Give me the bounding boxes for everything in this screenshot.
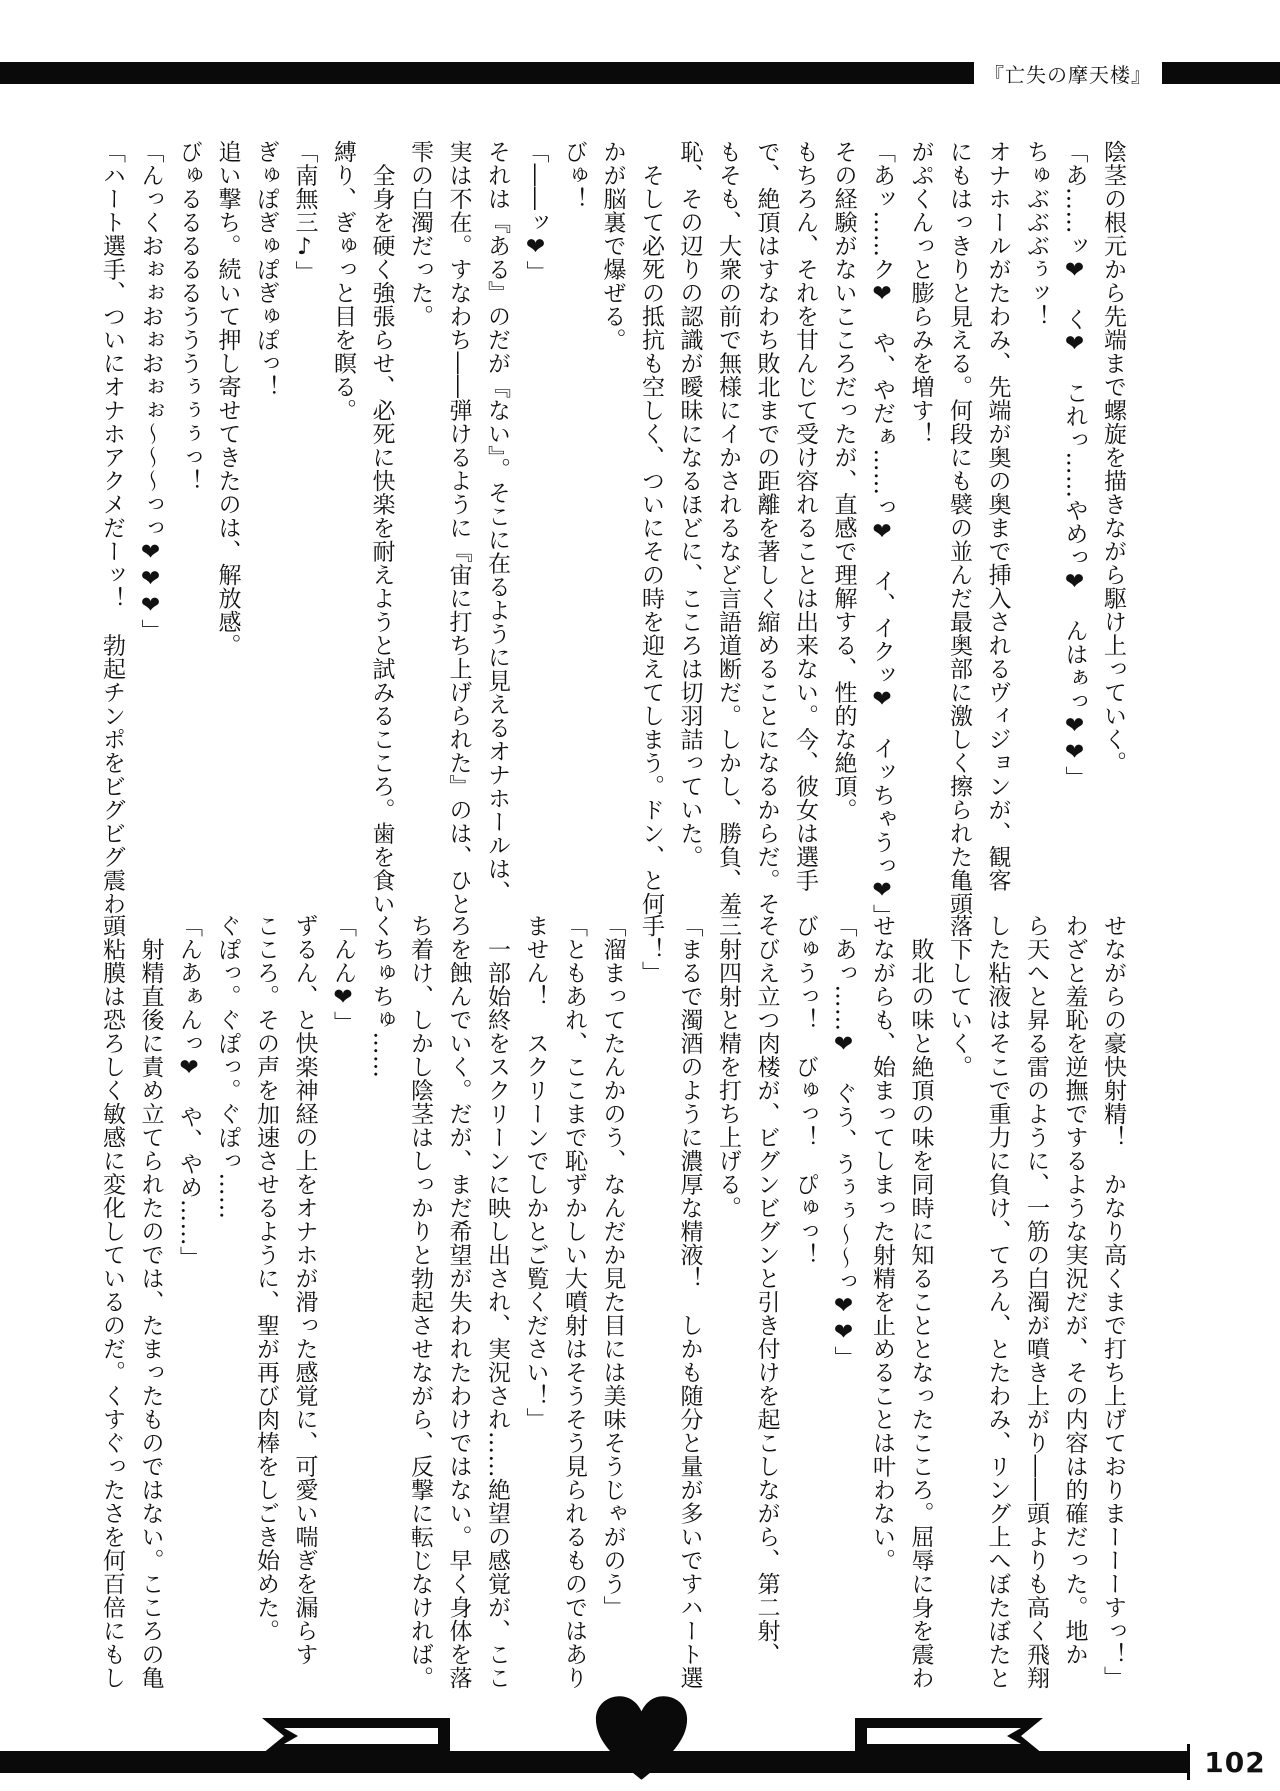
text-line: 陰茎の根元から先端まで螺旋を描きながら駆け上っていく。	[1100, 140, 1126, 775]
text-line: もちろん、それを甘んじて受け容れることは出来ない。今、彼女は選手	[792, 140, 818, 892]
text-block-bottom	[99, 914, 1132, 1690]
text-line: わざと羞恥を逆撫でするような実況だが、その内容は的確だった。地か	[1061, 914, 1088, 1666]
text-line: ら天へと昇る雷のように、一筋の白濁が噴き上がり――頭よりも高く飛翔	[1023, 914, 1049, 1690]
text-line: びゅるるるるるうううぅぅぅっ！	[176, 140, 202, 493]
text-line: 「南無三♪」	[291, 140, 318, 284]
text-line: もそも、大衆の前で無様にイかされるなど言語道断だ。しかし、勝負、羞	[715, 140, 741, 916]
heart-icon	[594, 1694, 689, 1782]
text-line: 追い撃ち。続いて押し寄せてきたのは、解放感。	[214, 140, 241, 657]
text-line: 「――ッ❤」	[522, 140, 549, 284]
text-line: ません！ スクリーンでしかとご覧ください！」	[522, 914, 549, 1431]
text-line: 雫の白濁だった。	[407, 140, 433, 328]
text-line: 「あっ……❤ ぐう、うぅぅ～～っ❤❤」	[830, 914, 857, 1370]
text-line: せながらも、始まってしまった射精を止めることは叶わない。	[869, 914, 895, 1572]
header-title: 『亡失の摩天楼』	[974, 56, 1162, 90]
text-line: がぷくんっと膨らみを増す！	[907, 140, 934, 446]
text-line: 「ハート選手、ついにオナホアクメだーッ！ 勃起チンポをビグビグ震わ	[99, 140, 125, 916]
text-line: 「溜まってたんかのう、なんだか見た目には美味そうじゃがのう」	[599, 914, 626, 1619]
text-line: 「んあぁんっ❤ や、やめ……」	[176, 914, 202, 1270]
text-line: 「あッ……ク❤ や、やだぁ……っ❤ イ、イクッ❤ イッちゃうっ❤」	[869, 140, 895, 928]
text-line: ぐぽっ。ぐぽっ。ぐぽっ……	[214, 914, 241, 1220]
ribbon-right-icon	[855, 1714, 1043, 1776]
text-line: 「あ……ッ❤ く❤ これっ……やめっ❤ んはぁっ❤❤」	[1061, 140, 1088, 790]
page-number: 102	[1187, 1744, 1280, 1780]
text-line: ち着け、しかし陰茎はしっかりと勃起させながら、反撃に転じなければ。	[407, 914, 433, 1690]
ribbon-left-icon	[262, 1714, 450, 1776]
text-line: 「まるで濁酒のように濃厚な精液！ しかも随分と量が多いですハート選	[676, 914, 703, 1690]
text-line: 「んっくおぉぉおぉおぉぉ～～～っっ❤❤❤」	[137, 140, 164, 643]
text-line: オナホールがたわみ、先端が奥の奥まで挿入されるヴィジョンが、観客	[984, 140, 1011, 892]
text-line: 敗北の味と絶頂の味を同時に知ることとなったこころ。屈辱に身を震わ	[907, 914, 934, 1690]
text-line: ろを蝕んでいく。だが、まだ希望が失われたわけではない。早く身体を落	[445, 914, 472, 1690]
text-line: それは『ある』のだが『ない』。そこに在るように見えるオナホールは、	[484, 140, 510, 904]
text-line: びゅ！	[561, 140, 587, 211]
text-line: ずるん、と快楽神経の上をオナホが滑った感覚に、可愛い喘ぎを漏らす	[291, 914, 318, 1666]
text-line: 頭粘膜は恐ろしく敏感に変化しているのだ。くすぐったさを何百倍にもし	[99, 914, 125, 1690]
text-line: 実は不在。すなわち――弾けるように『宙に打ち上げられた』のは、ひと	[445, 140, 472, 916]
text-line: かが脳裏で爆ぜる。	[599, 140, 626, 352]
text-line: 恥、その辺りの認識が曖昧になるほどに、こころは切羽詰っていた。	[676, 140, 703, 869]
text-line: そして必死の抵抗も空しく、ついにその時を迎えてしまう。ドン、と何	[638, 140, 664, 916]
text-line: にもはっきりと見える。何段にも襞の並んだ最奥部に激しく擦られた亀頭	[946, 140, 972, 916]
text-line: 「んん❤」	[330, 914, 356, 1035]
text-line: 三射四射と精を打ち上げる。	[715, 914, 741, 1220]
text-line: した粘液はそこで重力に負け、てろん、とたわみ、リング上へぼたぼたと	[984, 914, 1011, 1690]
text-line: 一部始終をスクリーンに映し出され、実況され……絶望の感覚が、ここ	[484, 914, 510, 1690]
text-line: びゅうっ！ びゅっ！ ぴゅっ！	[792, 914, 818, 1267]
text-line: こころ。その声を加速させるように、聖が再び肉棒をしごき始めた。	[253, 914, 279, 1643]
text-line: 射精直後に責め立てられたのでは、たまったものではない。こころの亀	[137, 914, 164, 1690]
text-line: ぎゅぽぎゅぽぎゅぽっ！	[253, 140, 279, 399]
text-line: 落下していく。	[946, 914, 972, 1079]
text-line: そびえ立つ肉楼が、ビグンビグンと引き付けを起こしながら、第二射、	[753, 914, 780, 1666]
text-line: 手！」	[638, 914, 664, 985]
text-line: 「ともあれ、ここまで恥ずかしい大噴射はそうそう見られるものではあり	[561, 914, 587, 1690]
text-line: その経験がないこころだったが、直感で理解する、性的な絶頂。	[830, 140, 857, 822]
text-line: せながらの豪快射精！ かなり高くまで打ち上げておりまーーーすっ！」	[1100, 914, 1126, 1690]
text-block-top	[99, 140, 1132, 928]
text-line: 全身を硬く強張らせ、必死に快楽を耐えようと試みるこころ。歯を食い	[368, 140, 395, 916]
text-line: ちゅぶぶぶぅッ！	[1023, 140, 1049, 328]
text-line: くちゅちゅ……	[368, 914, 395, 1079]
text-line: で、絶頂はすなわち敗北までの距離を著しく縮めることになるからだ。そ	[753, 140, 780, 916]
text-line: 縛り、ぎゅっと目を瞑る。	[330, 140, 356, 422]
